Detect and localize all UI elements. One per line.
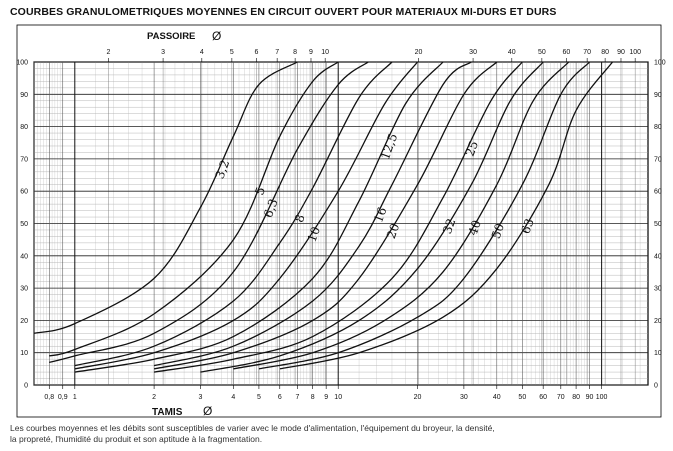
series-line-11 [233,62,568,369]
y-tick-label-left: 40 [20,253,28,261]
bottom-tick-label: 30 [459,394,468,401]
series-label-9: 25 [462,139,482,159]
top-tick-label: 8 [293,49,298,56]
series-label-3: 6,3 [261,196,281,220]
top-tick-label: 4 [199,49,204,56]
series-label-11: 40 [465,218,484,238]
caption-line-2: la propreté, l'humidité du produit et son aptitude à la fragmentation. [10,434,263,444]
bottom-tick-label: 1 [72,394,77,401]
y-tick-label-right: 0 [654,382,658,390]
series-label-12: 50 [488,221,508,241]
series-label-8: 20 [383,221,403,241]
y-tick-label-left: 50 [20,221,28,228]
y-tick-label-left: 20 [20,317,28,325]
top-axis-symbol: Ø [212,29,222,43]
series-label-7: 16 [371,205,390,225]
y-tick-label-right: 70 [654,156,662,164]
chart-title: COURBES GRANULOMETRIQUES MOYENNES EN CIRCUIT OUVERT POUR MATERIAUX MI-DURS ET DURS [10,6,557,18]
bottom-tick-label: 50 [518,394,527,401]
y-tick-label-left: 10 [20,350,28,358]
series-label-4: 8 [291,212,308,225]
bottom-tick-label: 2 [152,394,157,401]
y-tick-label-left: 0 [24,382,28,390]
y-tick-label-right: 40 [654,253,662,261]
series-label-2: 5 [252,185,268,198]
y-tick-label-left: 60 [20,188,28,196]
caption [10,423,610,445]
bottom-tick-label: 80 [572,394,580,401]
y-tick-label-right: 90 [654,91,662,99]
bottom-tick-label: 40 [492,394,501,401]
series-label-10: 32 [440,216,459,236]
bottom-tick-label: 4 [231,394,236,401]
top-tick-label: 40 [507,49,516,56]
top-tick-label: 10 [321,49,330,56]
y-tick-label-left: 30 [20,285,28,293]
top-tick-label: 100 [629,49,642,56]
series-label-13: 63 [518,216,537,236]
top-tick-label: 60 [562,49,571,56]
top-tick-label: 90 [617,49,625,56]
bottom-tick-label: 5 [256,394,261,401]
bottom-tick-label: 60 [539,394,548,401]
bottom-tick-label: 10 [334,394,343,401]
top-tick-label: 30 [469,49,477,56]
top-axis-label: PASSOIRE [147,31,196,42]
top-tick-label: 50 [537,49,546,56]
bottom-tick-label: 6 [277,394,282,401]
top-tick-label: 70 [583,49,592,56]
caption-line-1: Les courbes moyennes et les débits sont susceptibles de varier avec le mode d'alimentation, l'équipement du broyeur, la densité, [10,423,495,433]
bottom-tick-label: 0,9 [57,394,68,401]
top-tick-label: 3 [161,49,166,56]
bottom-tick-label: 70 [556,394,565,401]
series-label-1: 3,2 [212,158,233,181]
top-tick-label: 6 [254,49,259,56]
top-tick-label: 80 [601,49,610,56]
y-tick-label-right: 30 [654,285,662,293]
y-tick-label-right: 60 [654,188,662,196]
top-tick-label: 9 [309,49,313,56]
y-tick-label-right: 80 [654,124,662,132]
bottom-tick-label: 90 [585,394,594,401]
series-label-6: 12,5 [377,131,401,162]
top-tick-label: 7 [275,49,280,56]
series-label-5: 10 [304,224,324,244]
bottom-tick-label: 7 [295,394,300,401]
series-line-13 [280,62,613,369]
series-line-8 [154,62,497,369]
y-tick-label-left: 70 [20,156,28,164]
bottom-axis-symbol: Ø [203,404,213,418]
y-tick-label-left: 100 [16,59,28,67]
top-tick-label: 2 [106,49,111,56]
y-tick-label-right: 10 [654,350,662,358]
top-tick-label: 5 [229,49,234,56]
y-tick-label-left: 80 [20,124,28,132]
bottom-tick-label: 0,8 [44,394,55,401]
y-tick-label-right: 20 [654,317,662,325]
series-line-2 [49,62,338,356]
bottom-tick-label: 100 [595,394,608,401]
bottom-axis-label: TAMIS [152,407,183,418]
bottom-tick-label: 8 [310,394,315,401]
y-tick-label-right: 50 [654,221,662,228]
bottom-tick-label: 3 [198,394,203,401]
top-tick-label: 20 [414,49,423,56]
y-tick-label-left: 90 [20,91,28,99]
bottom-tick-label: 9 [324,394,329,401]
bottom-tick-label: 20 [413,394,422,401]
y-tick-label-right: 100 [654,59,666,67]
